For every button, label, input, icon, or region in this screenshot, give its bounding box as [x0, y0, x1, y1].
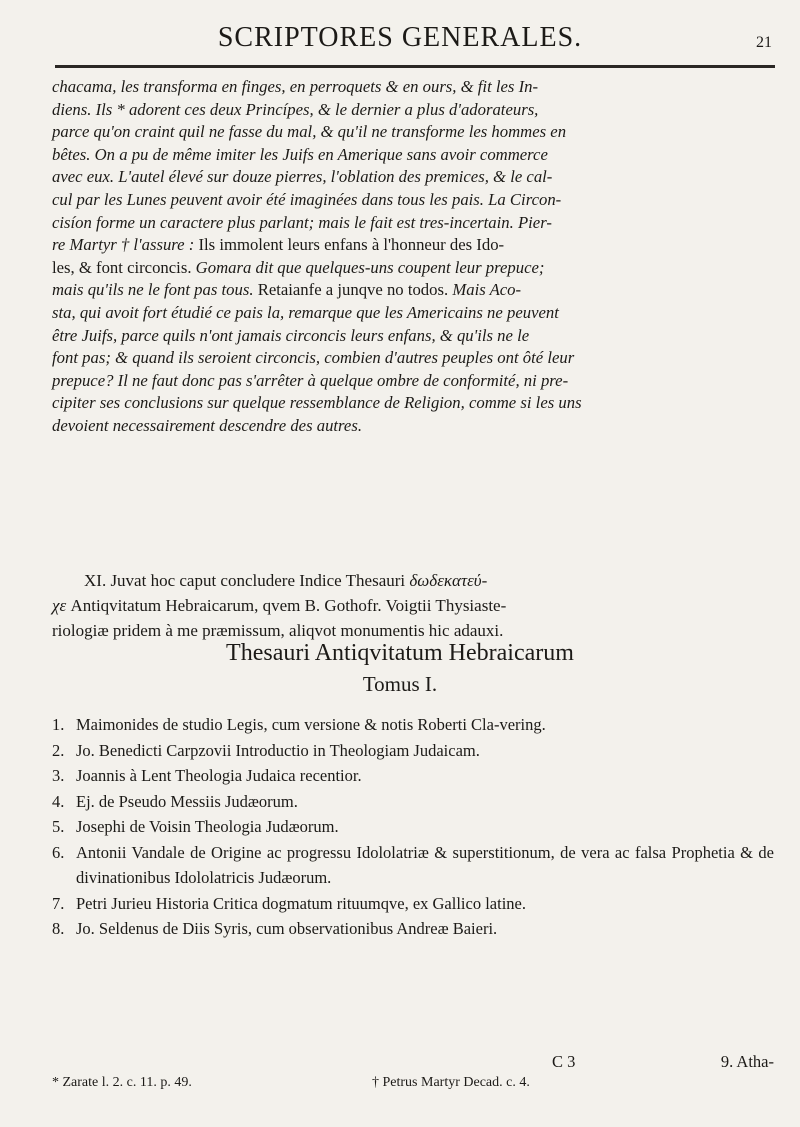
- running-title: SCRIPTORES GENERALES.: [217, 22, 583, 53]
- item-text: Josephi de Voisin Theologia Judæorum.: [76, 817, 339, 836]
- list-item: [52, 891, 774, 917]
- text-span: Ils immolent leurs enfans à l'honneur des Ido-: [198, 235, 505, 255]
- text-span: Retaianfe a junqve no todos.: [257, 280, 449, 300]
- header-rule: [55, 65, 775, 68]
- text-line: [52, 257, 774, 280]
- text-line: devoient necessairement descendre des autres.: [52, 415, 363, 435]
- text-line: être Juifs, parce quils n'ont jamais circoncis leurs enfans, & qu'ils ne le: [52, 325, 530, 345]
- text-line: [52, 234, 774, 257]
- item-number: 4.: [52, 791, 65, 811]
- text-span: mais qu'ils ne le font pas tous.: [52, 280, 258, 300]
- text-line: chacama, les transforma en finges, en perroquets & en ours, & fit les In-: [52, 77, 539, 96]
- page-number: 21: [756, 34, 772, 51]
- signature-mark: C 3: [552, 1052, 576, 1071]
- item-number: 8.: [52, 919, 65, 938]
- text-line: prepuce? Il ne faut donc pas s'arrêter à quelque ombre de conformité, ni pre-: [52, 370, 569, 390]
- list-item: [52, 763, 774, 789]
- list-item: [52, 840, 774, 891]
- text-line: [52, 593, 774, 618]
- section-title: Thesauri Antiqvitatum Hebraicarum: [226, 640, 574, 666]
- item-text: Jo. Benedicti Carpzovii Introductio in Theologiam Judaicam.: [76, 740, 480, 760]
- text-line: avec eux. L'autel élevé sur douze pierres, l'oblation des premices, & le cal-: [52, 167, 553, 187]
- text-line: parce qu'on craint quil ne fasse du mal, & qu'il ne transforme les hommes en: [52, 122, 567, 142]
- item-text: Maimonides de studio Legis, cum versione & notis Roberti Cla-vering.: [76, 715, 546, 734]
- greek-word: χε: [52, 596, 67, 615]
- text-span: Gomara dit que quelques-uns coupent leur prepuce;: [195, 257, 545, 277]
- list-item: [52, 916, 774, 942]
- item-number: 2.: [52, 740, 65, 760]
- paragraph-xi: [52, 568, 774, 643]
- greek-word: δωδεκατεύ-: [409, 571, 488, 590]
- text-line: cul par les Lunes peuvent avoir été imaginées dans tous les pais. La Circon-: [52, 189, 562, 209]
- list-item: [52, 789, 774, 815]
- french-quotation: [52, 76, 774, 438]
- text-line: diens. Ils * adorent ces deux Princípes, & le dernier a plus d'adorateurs,: [52, 99, 539, 119]
- section-subtitle: Tomus I.: [362, 672, 438, 696]
- text-span: re Martyr † l'assure :: [52, 235, 199, 255]
- page-header: [0, 22, 800, 54]
- text-line: font pas; & quand ils seroient circoncis, combien d'autres peuples ont ôté leur: [52, 348, 575, 368]
- text-line: cisíon forme un caractere plus parlant; mais le fait est tres-incertain. Pier-: [52, 212, 552, 232]
- text-span: XI. Juvat hoc caput concludere Indice Thesauri: [84, 571, 410, 590]
- item-text: Joannis à Lent Theologia Judaica recentior.: [76, 766, 362, 785]
- item-number: 3.: [52, 766, 65, 785]
- footnote: * Zarate l. 2. c. 11. p. 49.: [52, 1075, 192, 1090]
- text-line: [52, 568, 774, 593]
- list-item: [52, 712, 774, 738]
- text-span: les, & font circoncis.: [52, 257, 196, 277]
- item-text: Petri Jurieu Historia Critica dogmatum rituumqve, ex Gallico latine.: [76, 893, 526, 913]
- text-line: bêtes. On a pu de même imiter les Juifs en Amerique sans avoir commerce: [52, 144, 548, 164]
- text-line: riologiæ pridem à me præmissum, aliqvot monumentis hic adauxi.: [52, 621, 504, 640]
- text-line: [52, 279, 774, 302]
- text-line: sta, qui avoit fort étudié ce pais la, remarque que les Americains ne peuvent: [52, 302, 559, 322]
- text-line: cipiter ses conclusions sur quelque ressemblance de Religion, comme si les uns: [52, 393, 582, 413]
- item-text: Jo. Seldenus de Diis Syris, cum observationibus Andreæ Baieri.: [76, 919, 498, 938]
- item-number: 6.: [52, 842, 65, 862]
- item-number: 1.: [52, 715, 65, 734]
- list-item: [52, 814, 774, 840]
- catchword: 9. Atha-: [720, 1052, 774, 1071]
- text-span: Antiqvitatum Hebraicarum, qvem B. Gothofr. Voigtii Thysiaste-: [66, 596, 507, 615]
- footnote: † Petrus Martyr Decad. c. 4.: [372, 1075, 530, 1090]
- item-number: 7.: [52, 893, 65, 913]
- item-text: Ej. de Pseudo Messiis Judæorum.: [76, 791, 298, 811]
- list-item: [52, 738, 774, 764]
- text-span: Mais Aco-: [448, 280, 522, 300]
- item-text: Antonii Vandale de Origine ac progressu Idololatriæ & superstitionum, de vera ac falsa Prophetia & de divinationibus Idololatricis Judæorum.: [76, 842, 774, 887]
- contents-list: [52, 712, 774, 942]
- item-number: 5.: [52, 817, 65, 836]
